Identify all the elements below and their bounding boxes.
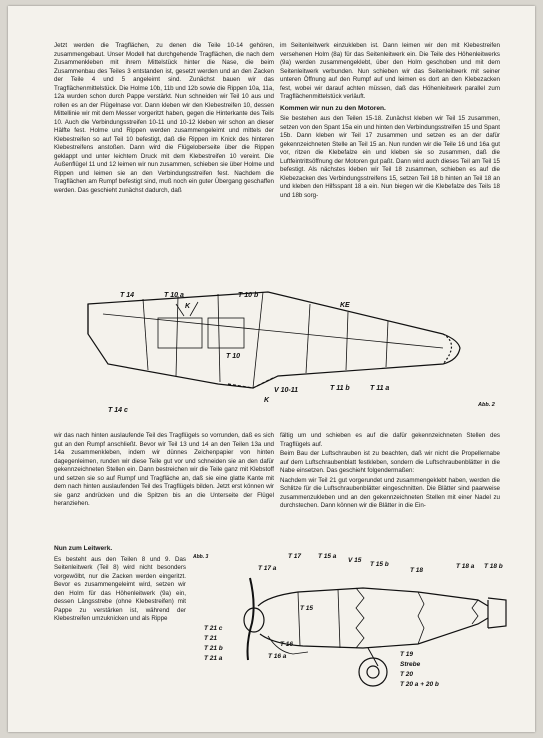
paragraph: fältig um und schieben es auf die dafür gekennzeichneten Stellen des Tragflügels auf. [280,432,500,448]
fig2-label: T 10 b [238,292,259,299]
fig3-label: T 21 c [204,625,223,632]
fig3-label: T 19 [400,651,414,658]
fig3-label: T 20 [400,671,414,678]
page [8,6,535,732]
fig3-label: T 15 b [370,561,389,568]
fig3-label: Strebe [400,661,421,668]
fig3-label: T 18 [410,567,424,574]
fig2-label: T 10 [226,353,241,360]
text-column-5 [54,542,186,625]
paragraph: Beim Bau der Luftschrauben ist zu beachten, daß wir nicht die Propellernabe auf dem Luftschraubenblatt festkleben, sondern die Luftschraubenblätter in die Nabe einsetzen. Das geschieht folgendermaßen: [280,450,500,474]
section-heading-motoren: Kommen wir nun zu den Motoren. [280,104,386,112]
fig2-label: K [264,397,270,404]
paragraph: Jetzt werden die Tragflächen, zu denen die Teile 10-14 gehören, zusammengebaut. Unser Modell hat durchgehende Tragflächen, die nach dem Zusammenkleben mit ihrem Mittelstück hinter die Nase, die beim Zusammenbau des Teiles 3 entstanden ist, gesetzt werden und an den Zacken der Teile 4 und 5 angeleimt sind. Zunächst bauen wir das Tragflächenmittelstück. Die Holme 10b, 11b und 12b sowie die Rippen 10a, 11a, 12a wurden schon durch Pappe verstärkt. Nun schneiden wir Teil 10 aus und rollen es an der Flügelnase vor. Dann kleben wir den Klebestreifen 10, dessen Mittellinie wir mit dem Messer vorgeritzt haben, gegen die Hinterkante des Teils 10. Auch die Verbindungsstreifen 10-11 und 10-12 kleben wir schon an dieser Hälfte fest. Holme und Rippen werden zusammengeleimt und mittels der Klebestreifen so auf Teil 10 befestigt, daß die Rippen im Knick des hinteren Klebestreifens anstoßen. Dann wird die Flügeloberseite über die Rippen geklappt und unter leichtem Druck mit dem Klebestreifen 10 vereint. Die Außenflügel 11 und 12 leimen wir nun zusammen, schieben sie über Holme und Rippen und leimen sie an den Verbindungsstreifen fest. Nachdem die Tragflächen am Rumpf befestigt sind, muß noch ein guter Übergang geschaffen werden. Das geschieht zunächst dadurch, daß [54,42,274,194]
fig2-label: T 11 a [370,385,390,392]
paragraph: Nachdem wir Teil 21 gut vorgerundet und zusammengeklebt haben, werden die Schlitze für die Luftschraubenblätter eingeschnitten. Die Blätter sind paarweise zusammenzukleben und an den gekennzeichneten Stellen mit einer Nadel zu durchstechen. Dann können wir die Blätter in die Ein- [280,476,500,509]
figure-3-engine-drawing [188,548,518,696]
section-heading-leitwerk: Nun zum Leitwerk. [54,545,113,552]
fig2-label: T 14 [120,292,135,299]
fig3-label: T 17 a [258,565,277,572]
text-column-3 [54,432,274,510]
fig3-label: T 18 a [456,563,475,570]
fig3-label: T 15 [300,605,314,612]
paragraph: Sie bestehen aus den Teilen 15-18. Zunächst kleben wir Teil 15 zusammen, setzen von den Spant 15a ein und hinten den Verbindungsstreifen 15 und Spant 15b. Dann kleben wir Teil 17 zusammen und setzen es an der dafür gekennzeichneten Stelle an Teil 15 an. Nun runden wir die Teile 16 und 16a gut vor, ritzen die Klebefalze ein und kleben sie so zusammen, daß die Luftfeintrittsöffnung der Motoren gut paßt. Dann wird auch dieses Teil am Teil 15 befestigt. Als nächstes kleben wir Teil 18 zusammen, schieben es auf die Klebezacken des Verbindungsstreifens 15, setzen Teil 18 b hinten an Teil 18 an und kleben den Hilfsspant 18 a ein. Nun biegen wir die Klebefalze des Teils 18 und 18b sorg- [280,115,500,199]
fig3-label: T 15 a [318,553,337,560]
fig3-label: T 21 b [204,645,223,652]
fig3-label: T 21 a [204,655,223,662]
fig3-label: T 21 [204,635,218,642]
fig3-caption: Abb. 3 [193,554,209,560]
figure-2-wing-drawing [48,274,518,424]
fig2-label: T 11 b [330,385,350,392]
fig2-label: T 14 c [108,407,128,414]
paragraph: im Seitenleitwerk einzukleben ist. Dann leimen wir den mit Klebestreifen versehenen Holm (8a) für das Seitenleitwerk ein. Die Teile des Höhenleitwerks (9a) werden zusammengeklebt, über den Holm geschoben und mit dem Seitenleitwerk verbunden. Nun schieben wir das Seitenleitwerk mit seiner unteren Öffnung auf den Rumpf auf und leimen es dort an den Klebezacken fest, wobei wir darauf achten müssen, daß das Höhenleitwerk parallel zum Tragflächenmittelstück verläuft. [280,42,500,100]
fig2-label: KE [340,302,350,309]
fig3-label: T 16 [280,641,294,648]
fig3-label: T 20 a + 20 b [400,681,439,688]
fig3-label: T 18 b [484,563,503,570]
fig3-label: T 17 [288,553,302,560]
fig3-label: V 15 [348,557,362,564]
fig2-label: V 10-11 [274,387,298,394]
paragraph: Es besteht aus den Teilen 8 und 9. Das Seitenleitwerk (Teil 8) wird nicht besonders vorgewölbt, nur die Zacken werden eingeritzt. Bevor es zusammengeleimt wird, setzen wir den Holm für das Höhenleitwerk (9a) ein, dessen Längsstrebe (ohne Klebestreifen) mit Pappe zu verstärken ist, während der Klebestreifen umzuknicken und als Rippe [54,555,186,622]
fig2-caption: Abb. 2 [478,402,495,408]
text-column-2 [280,42,500,201]
fig3-label: T 16 a [268,653,287,660]
fig2-label: T 10 a [164,292,184,299]
fig2-label: K [185,303,191,310]
text-column-1 [54,42,274,196]
paragraph: wir das nach hinten auslaufende Teil des Tragflügels so vorrunden, daß es sich gut an den Rumpf anschließt. Bevor wir Teil 13 und 14 an den Teilen 13a und 14a zusammenkleben, indem wir dünnes Zeichenpapier von hinten dagegenleimen, runden wir diese Teile gut vor und schneiden sie an den dafür gekennzeichneten Stellen ein. Dann bestreichen wir die Teile ganz mit Klebstoff und setzen sie so auf Rumpf und Tragfläche an, daß sie eine glatte Kante mit dem nach hinten auslaufenden Teil des Tragflügels bilden. Jetzt erst können wir sie ganz andrücken und die Spitzen bis an die Unterseite der Flügel heranziehen. [54,432,274,507]
text-column-4 [280,432,500,512]
